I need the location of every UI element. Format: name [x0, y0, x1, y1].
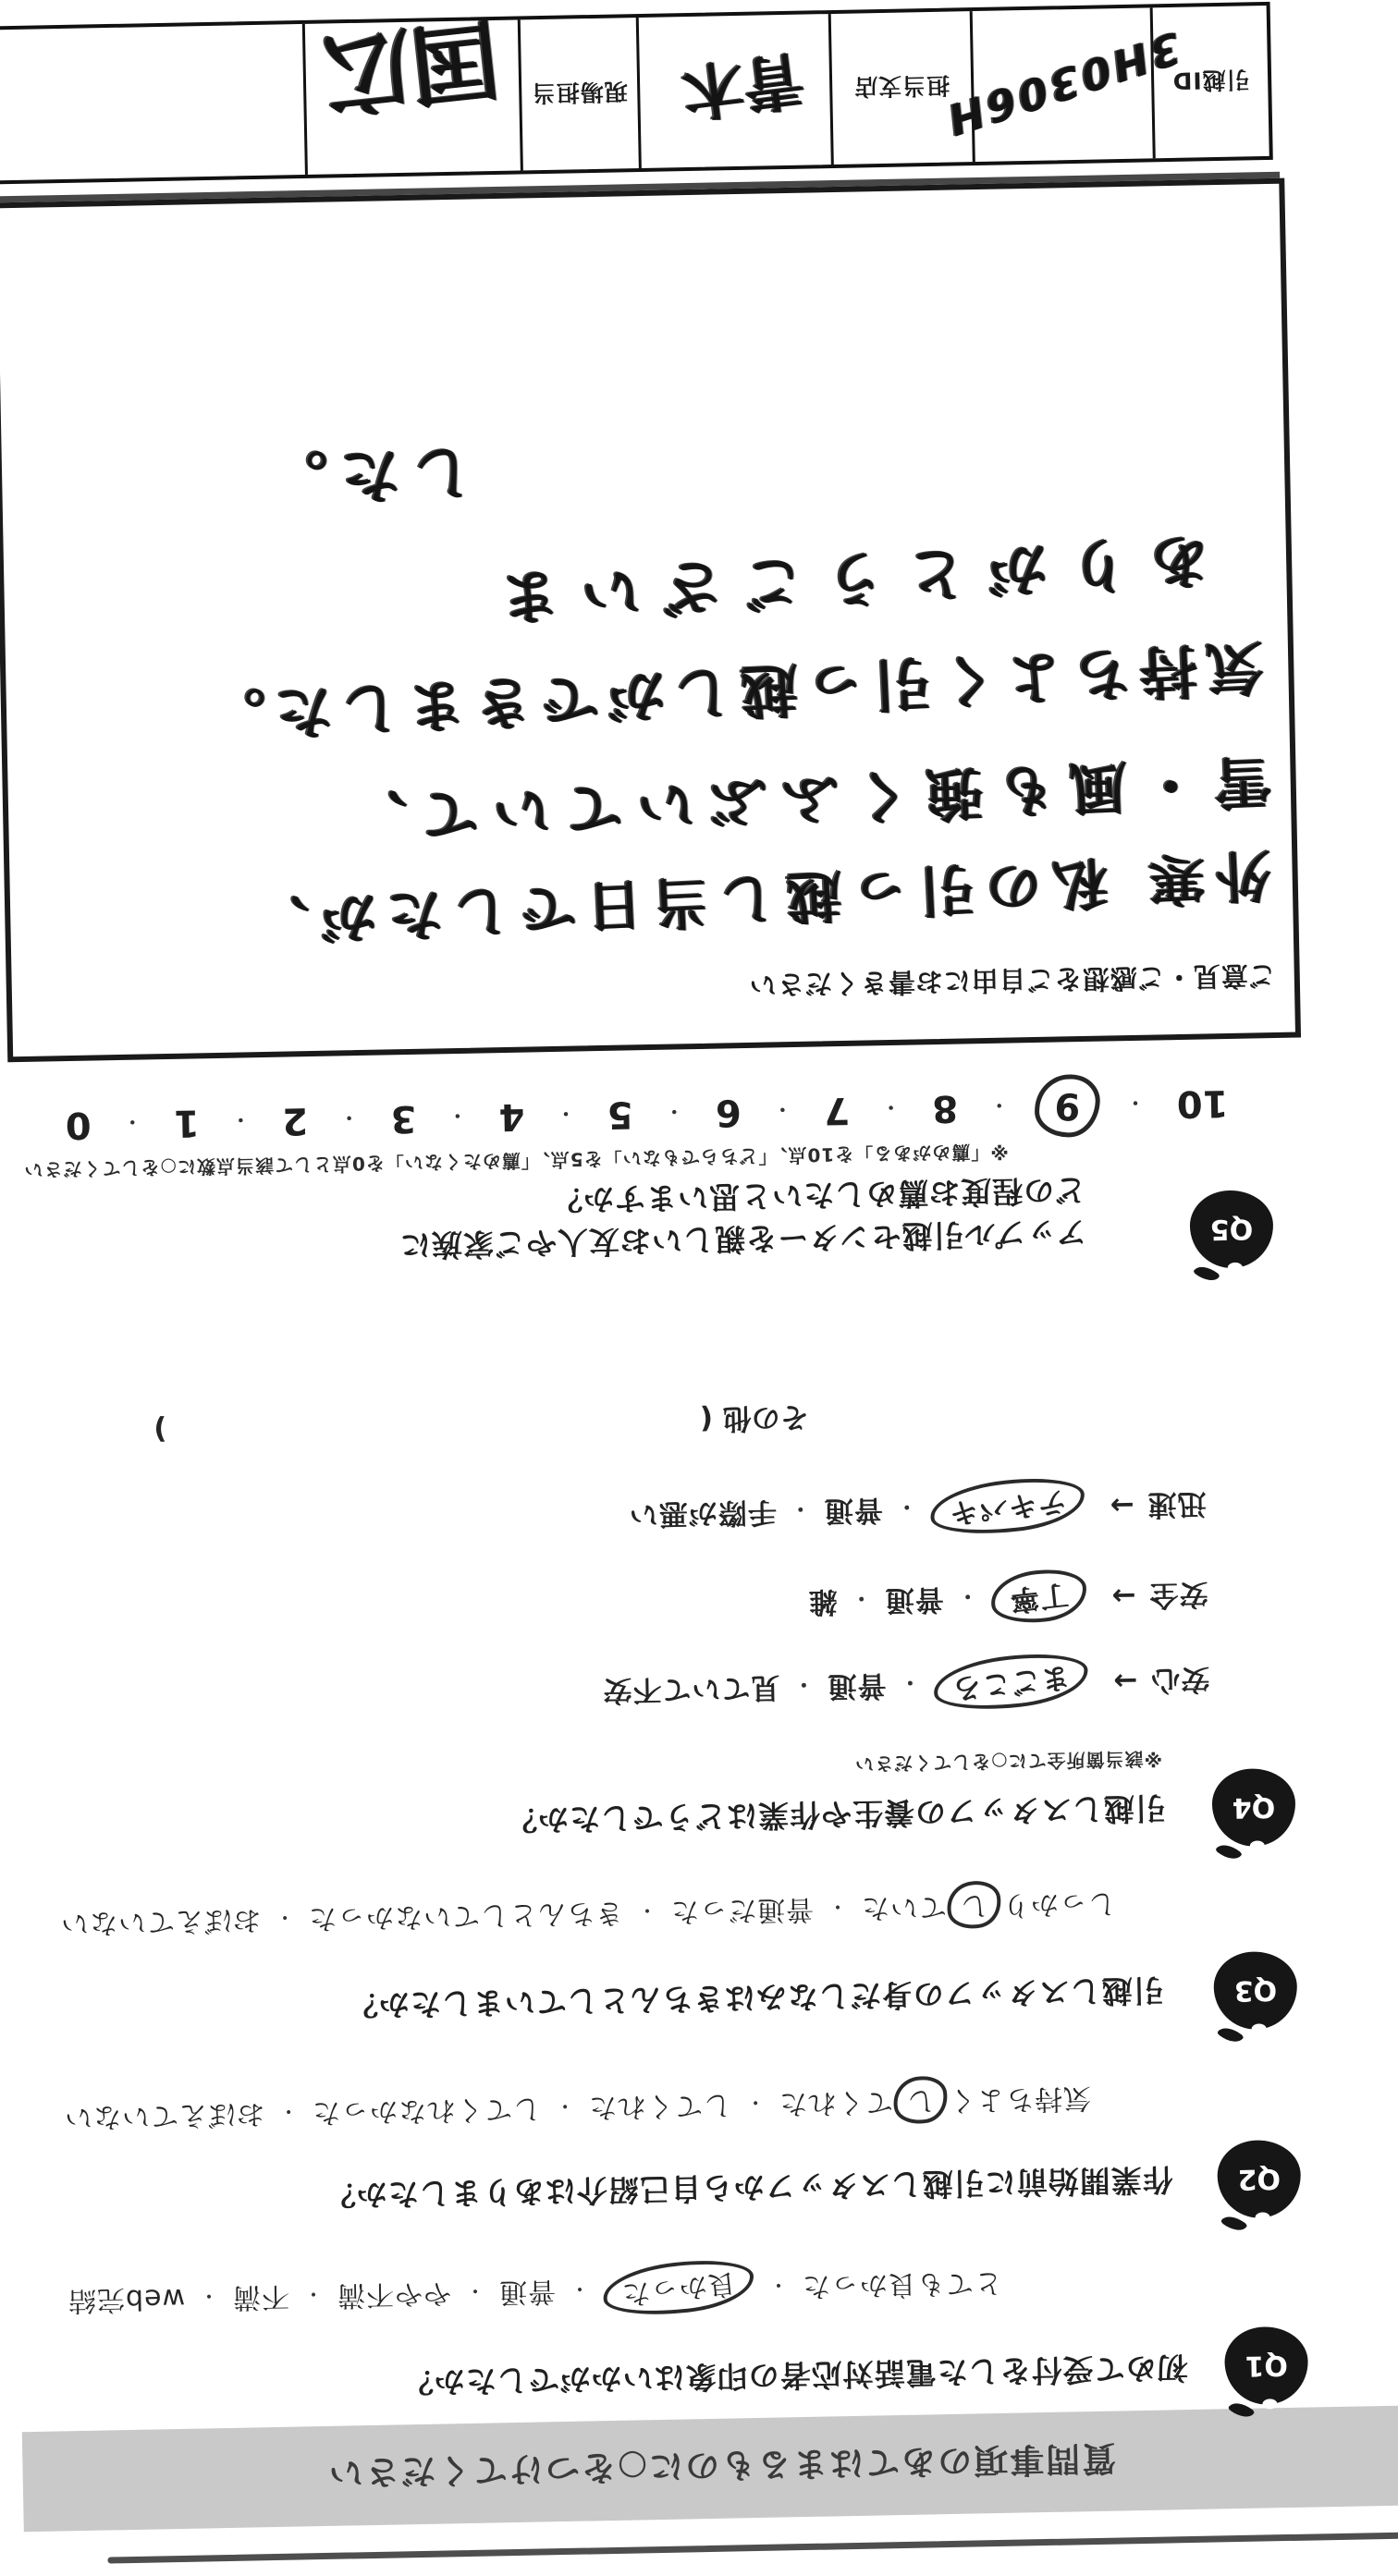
comment-box-label: ご意見・ご感想をご自由にお書きください	[748, 958, 1277, 1001]
q3-selected-circle: し	[943, 1878, 1004, 1933]
q4-row-jinsoku	[628, 1484, 1207, 1539]
option-separator: ・	[553, 2093, 576, 2118]
comment-box	[0, 178, 1301, 1063]
footer-table	[0, 2, 1273, 185]
q4-other-blank	[177, 1410, 690, 1420]
option-separator: ・	[743, 2089, 766, 2114]
option-separator: ・	[826, 1894, 849, 1918]
q3-option-1: 普通だった	[669, 1892, 815, 1928]
scale-separator: ・	[448, 1105, 468, 1128]
arrow-icon: →	[1112, 1663, 1138, 1698]
q1-option-3: やや不満	[336, 2277, 452, 2312]
q1-selected-circle: 良かった	[601, 2255, 757, 2322]
q1-question-text: 初めて受付をした電話対応者の印象はいかがでしたか？	[401, 2350, 1189, 2401]
q3-badge	[1213, 1951, 1298, 2031]
option-separator: ・	[899, 1669, 921, 1693]
handwriting-line-5: した。	[254, 436, 474, 514]
option-separator: ・	[956, 1583, 978, 1607]
scale-7: 7	[823, 1088, 851, 1132]
scale-1: 1	[173, 1101, 201, 1144]
footer-label-moving-id: 引越ID	[1150, 6, 1269, 158]
arrow-icon: →	[1110, 1578, 1136, 1613]
q1-option-2: 普通	[497, 2275, 557, 2309]
q2-question-text: 作業開始前に引越しスタッフから自己紹介はありましたか？	[324, 2161, 1174, 2214]
q5-question-line2: どの程度お薦めしたいと思いますか？	[550, 1171, 1086, 1219]
q4-jinsoku-option-1: 普通	[823, 1493, 884, 1528]
q4-anzen-selected-circle: 丁寧	[988, 1566, 1089, 1627]
q4-row-label: 安心	[1150, 1662, 1210, 1697]
q4-anzen-option-1: 普通	[884, 1581, 944, 1618]
handwritten-site-staff: 国広	[318, 6, 505, 127]
q1-option-4: 不満	[231, 2279, 290, 2314]
q2-option-0-post: てくれた	[778, 2085, 894, 2120]
option-separator: ・	[568, 2276, 591, 2300]
option-separator: ・	[463, 2277, 486, 2302]
option-separator: ・	[792, 1671, 815, 1696]
q2-badge	[1217, 2140, 1302, 2219]
scale-4: 4	[498, 1094, 525, 1139]
footer-empty-cell	[0, 24, 305, 181]
q4-badge-label: Q4	[1232, 1790, 1276, 1825]
q4-anshin-option-2: 見ていて不安	[602, 1670, 780, 1708]
q4-jinsoku-option-2: 手際が悪い	[628, 1495, 778, 1532]
q5-badge-label: Q5	[1209, 1212, 1254, 1246]
option-separator: ・	[197, 2283, 220, 2307]
q4-other-row	[153, 1399, 809, 1454]
q4-row-anshin	[602, 1660, 1210, 1715]
q2-option-3: おぼえていない	[63, 2097, 265, 2134]
q5-rating-scale	[65, 1080, 1229, 1147]
q5-badge	[1189, 1190, 1274, 1269]
footer-value-branch-cell	[636, 14, 831, 168]
scale-separator: ・	[881, 1096, 901, 1119]
q4-note: ※該当箇所全てに○をしてください	[853, 1747, 1163, 1776]
q4-badge	[1211, 1768, 1296, 1848]
handwriting-line-2: 雪・風も強くふぶいていて、	[335, 747, 1273, 853]
q4-other-label: その他	[722, 1399, 810, 1435]
footer-label-site-staff: 現場担当	[518, 18, 639, 170]
q5-selected-score-circle: 9	[1034, 1073, 1101, 1139]
scale-separator: ・	[773, 1098, 792, 1121]
handwriting-line-3: 気持ちよく引っ越しができました。	[198, 633, 1266, 751]
handwritten-moving-id: 3H0306H	[943, 21, 1183, 149]
arrow-icon: →	[1109, 1488, 1135, 1522]
q5-note: ※「薦めがある」を10点、「どちらでもない」を5点、「薦めたくない」を0点として該当点数に○をしてください	[23, 1140, 1009, 1181]
scale-separator: ・	[1125, 1092, 1146, 1115]
q1-badge	[1224, 2326, 1309, 2406]
scan-edge-artifact	[107, 2533, 1398, 2564]
q4-row-label: 安全	[1148, 1577, 1208, 1612]
scale-separator: ・	[231, 1108, 251, 1132]
q3-option-0-pre: しっかり	[1000, 1886, 1117, 1922]
q2-options	[64, 2081, 1092, 2141]
q4-anzen-option-2: 雑	[807, 1584, 838, 1618]
q1-options	[67, 2264, 1003, 2324]
q4-other-paren-open: (	[699, 1401, 714, 1436]
q1-option-0: とても良かった	[801, 2265, 1003, 2303]
q2-option-1: してくれた	[587, 2088, 732, 2124]
option-separator: ・	[273, 1904, 296, 1928]
scale-3: 3	[389, 1096, 417, 1141]
q2-option-0-pre: 気持ちよく	[947, 2082, 1092, 2117]
scale-2: 2	[281, 1099, 309, 1142]
q3-options	[60, 1886, 1117, 1947]
option-separator: ・	[850, 1585, 872, 1609]
q1-option-5: web完結	[67, 2281, 186, 2317]
scale-separator: ・	[556, 1103, 576, 1126]
handwritten-branch: 青木	[679, 42, 810, 128]
q4-anshin-selected-circle: まごころ	[931, 1648, 1091, 1715]
scale-6: 6	[715, 1091, 742, 1134]
option-separator: ・	[789, 1496, 811, 1520]
q3-option-3: おぼえていない	[59, 1903, 262, 1940]
q3-option-0-post: ていた	[860, 1889, 948, 1924]
q2-selected-circle: し	[889, 2073, 950, 2128]
scale-separator: ・	[123, 1111, 142, 1134]
q3-badge-label: Q3	[1233, 1973, 1278, 2008]
q4-anshin-option-1: 普通	[827, 1668, 887, 1703]
footer-value-site-staff-cell	[302, 6, 521, 175]
scale-8: 8	[931, 1086, 959, 1130]
q2-badge-label: Q2	[1237, 2162, 1282, 2196]
q4-question-text: 引越しスタッフの養生や作業はどうでしたか？	[505, 1789, 1167, 1839]
option-separator: ・	[895, 1494, 917, 1518]
footer-value-moving-id-cell	[943, 7, 1183, 162]
q4-row-label: 迅速	[1147, 1486, 1208, 1521]
scale-10: 10	[1176, 1080, 1229, 1126]
q4-other-paren-close: )	[153, 1412, 167, 1447]
footer-label-branch: 担当支店	[828, 11, 973, 165]
q4-row-anzen	[807, 1575, 1208, 1626]
q1-badge-label: Q1	[1245, 2349, 1289, 2383]
q4-jinsoku-selected-circle: テキパキ	[927, 1472, 1087, 1540]
option-separator: ・	[766, 2272, 790, 2296]
form-title: 質問事項のあてはまるものに○をつけてください	[326, 2437, 1117, 2493]
q2-option-2: してくれなかった	[311, 2092, 542, 2130]
option-separator: ・	[276, 2098, 300, 2122]
scale-separator: ・	[989, 1094, 1010, 1117]
scale-separator: ・	[339, 1106, 359, 1129]
q3-question-text: 引越しスタッフの身だしなみはきちんとしていましたか？	[346, 1972, 1165, 2024]
option-separator: ・	[635, 1897, 658, 1922]
title-band	[22, 2405, 1398, 2532]
handwriting-line-1: 外寒 私の引っ越し当日でしたが、	[241, 841, 1273, 955]
scale-0: 0	[65, 1103, 92, 1147]
q3-option-2: きちんとしていなかった	[307, 1896, 624, 1935]
q5-question-line1: アップル引越センターを親しいお友人やご家族に	[399, 1214, 1087, 1264]
scale-separator: ・	[665, 1100, 684, 1124]
handwriting-line-4: ありがとうございま	[476, 524, 1212, 633]
option-separator: ・	[301, 2280, 325, 2305]
scale-5: 5	[607, 1093, 634, 1136]
